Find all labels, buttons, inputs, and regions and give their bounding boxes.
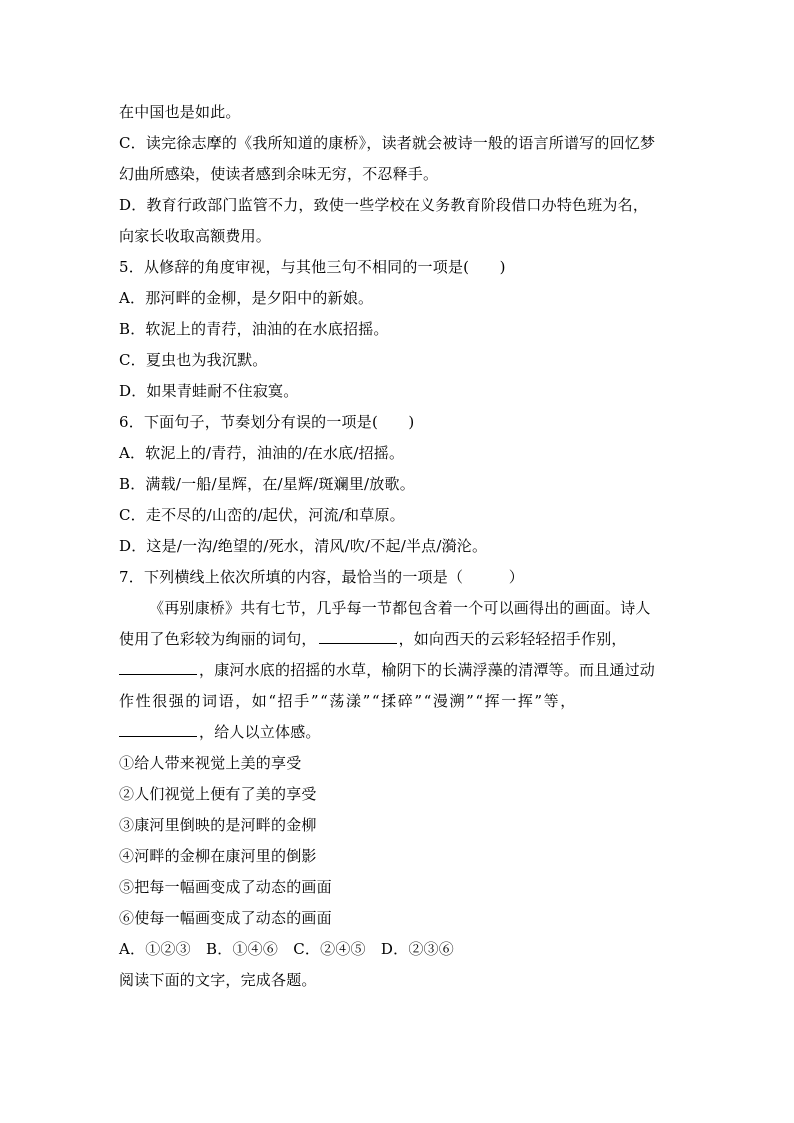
q7-option-6: ⑥使每一幅画变成了动态的画面 [119,909,332,927]
passage-line-5 [119,717,679,748]
q5-option-c: C．夏虫也为我沉默。 [119,351,268,369]
fill-blank-1 [319,629,397,644]
fill-blank-3 [119,722,197,737]
q5-option-b: B．软泥上的青荇，油油的在水底招摇。 [119,320,389,338]
passage-text: ，如向西天的云彩轻轻招手作别， [398,630,627,648]
question-7: 7．下列横线上依次所填的内容，最恰当的一项是（ ） [119,568,524,586]
passage-line-4: 作性很强的词语，如“招手”“荡漾”“揉碎”“漫溯”“挥一挥”等， [119,692,577,710]
text-line: 在中国也是如此。 [119,103,241,121]
option-c-line-2: 幻曲所感染，使读者感到余味无穷，不忍释手。 [119,165,439,183]
q7-option-2: ②人们视觉上便有了美的享受 [119,785,317,803]
fill-blank-2 [119,660,197,675]
q7-option-4: ④河畔的金柳在康河里的倒影 [119,847,317,865]
q7-answer-choices: A．①②③ B．①④⑥ C．②④⑤ D．②③⑥ [119,940,454,958]
question-5: 5．从修辞的角度审视，与其他三句不相同的一项是( ) [119,258,506,276]
passage-line-3 [119,655,679,686]
passage-line-1: 《再别康桥》共有七节，几乎每一节都包含着一个可以画得出的画面。诗人 [149,599,651,617]
q7-option-1: ①给人带来视觉上美的享受 [119,754,302,772]
q6-option-d: D．这是/一沟/绝望的/死水，清风/吹/不起/半点/漪沦。 [119,537,488,555]
document-page [119,97,679,996]
question-6: 6．下面句子，节奏划分有误的一项是( ) [119,413,415,431]
option-d-line-2: 向家长收取高额费用。 [119,227,272,245]
passage-line-2 [119,624,679,655]
option-d-line-1: D．教育行政部门监管不力，致使一些学校在义务教育阶段借口办特色班为名， [119,196,649,214]
q6-option-c: C．走不尽的/山峦的/起伏，河流/和草原。 [119,506,405,524]
q6-option-a: A．软泥上的/青荇，油油的/在水底/招摇。 [119,444,405,462]
passage-text: ，康河水底的招摇的水草，榆阴下的长满浮藻的清潭等。而且通过动 [199,661,656,679]
reading-instruction: 阅读下面的文字，完成各题。 [119,971,317,989]
passage-text: ，给人以立体感。 [199,723,321,741]
passage-text: 使用了色彩较为绚丽的词句， [119,630,317,648]
q6-option-b: B．满载/一船/星辉，在/星辉/斑斓里/放歌。 [119,475,415,493]
q5-option-a: A．那河畔的金柳，是夕阳中的新娘。 [119,289,374,307]
option-c-line-1: C．读完徐志摩的《我所知道的康桥》，读者就会被诗一般的语言所谱写的回忆梦 [119,134,656,152]
q7-option-5: ⑤把每一幅画变成了动态的画面 [119,878,332,896]
q7-option-3: ③康河里倒映的是河畔的金柳 [119,816,317,834]
q5-option-d: D．如果青蛙耐不住寂寞。 [119,382,299,400]
